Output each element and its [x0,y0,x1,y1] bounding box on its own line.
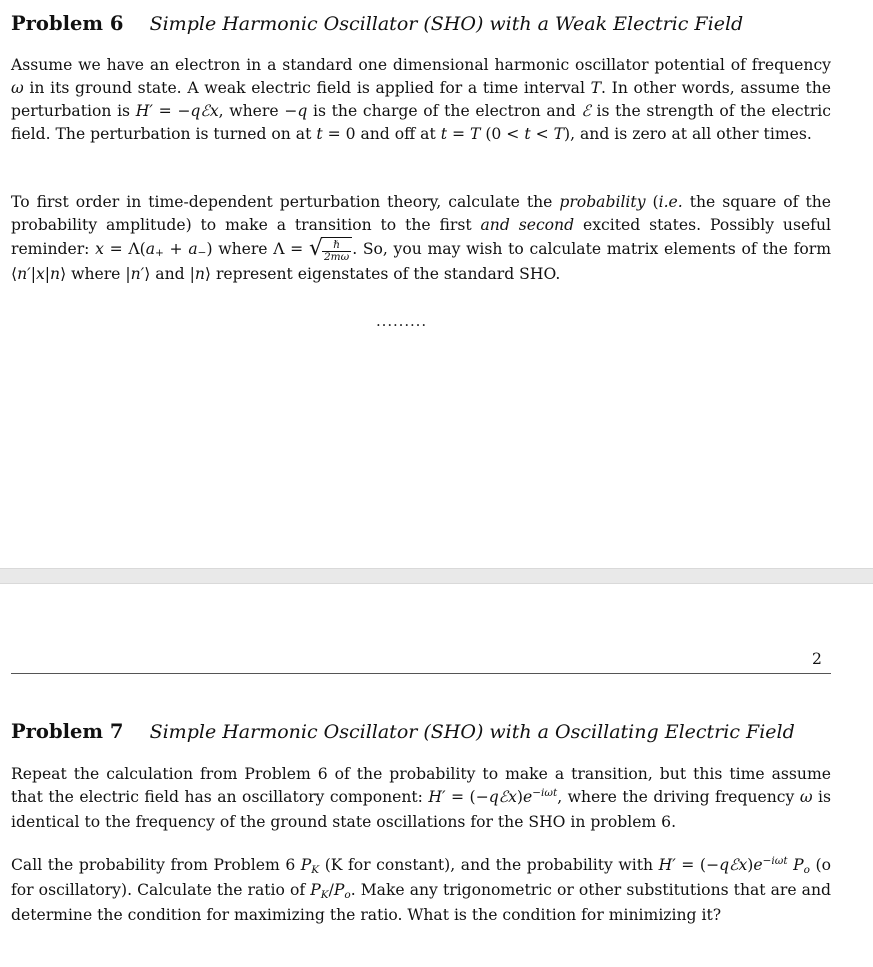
p6b-text-8: where [212,239,274,258]
p7-text-1: Repeat the calculation from Problem 6 of the probability to make a transition, but this time assume that the electric field has an oscillatory component: [11,765,831,806]
math-oscillating-H: $H' = (-qℰx)e^{-i\omega t}$ [428,787,558,806]
math-oscillating-H-2: $H' = (-qℰx)e^{-i\omega t}$ [658,855,788,874]
math-t-eq-0: t = 0 [316,125,356,143]
math-omega-2: ω [799,788,813,806]
problem-6-header [11,12,836,36]
math-ket-n: |n⟩ [189,264,211,283]
header-rule [11,673,831,674]
p6b-text-9: . So, you may wish to calculate matrix elements of the form [352,239,831,258]
p6b-text-3: ( [645,193,659,211]
p7-text-3: is identical to the frequency of the ground state oscillations for the SHO in problem 6. [11,788,831,831]
p6-text-5: is the charge of the electron and [307,102,582,120]
problem-6-paragraph-1 [11,54,831,146]
p6b-text-ie: i.e. [658,193,683,211]
math-P-K: PK [300,856,320,876]
p6-text-2: in its ground state. A weak electric field is applied for a time interval [23,79,591,97]
math-T: T [590,79,602,97]
p6-text-3: . In other words, assume the perturbation is [11,79,831,120]
problem-6-paragraph-2 [11,191,831,286]
math-x-ladder: x = Λ(a+ + a−) [95,239,213,260]
problem-7-title: Simple Harmonic Oscillator (SHO) with a Oscillating Electric Field [149,721,795,743]
problem-7-header [11,720,836,744]
p6b-text-12: represent eigenstates of the standard SHO. [210,264,561,283]
p7b-text-1: Call the probability from Problem 6 [11,856,301,874]
math-lambda-def: Λ = √ $\frac{\text{ℏ}}{2m\omega}$ [273,240,352,258]
p6-text-4: , where [218,102,285,120]
p6-text-1: Assume we have an electron in a standard one dimensional harmonic oscillator potential of frequency [11,56,831,74]
math-ket-nprime: |n′⟩ [125,264,151,283]
p6-text-7: and off at [355,125,441,143]
math-t-eq-T: t = T (0 < t < T) [440,125,571,143]
p6b-text-1: To first order in time-dependent perturbation theory, calculate the [11,193,560,211]
p6b-text-10: where [66,264,126,283]
math-perturbation-H: H′ = −qℰx [135,102,219,120]
page-break-gap [0,568,873,584]
math-omega: ω [11,79,24,97]
math-minus-q: −q [284,102,308,120]
problem-7-paragraph-1 [11,763,831,834]
problem-6-title: Simple Harmonic Oscillator (SHO) with a Weak Electric Field [149,13,744,35]
p6b-text-and-second: and second [480,216,575,234]
problem-6-label: Problem 6 [11,12,124,35]
p7-text-2: , where the driving frequency [557,788,800,806]
p6b-text-11: and [150,264,190,283]
problem-7-paragraph-2 [11,854,831,927]
p6b-text-7: excited states. Possibly useful reminder: [11,216,831,258]
math-P-o: Po [793,856,810,876]
separator-dots: ......... [376,312,428,330]
p7b-text-4: . Make any trigonometric or other substitutions that are and determine the condition for maximizing the ratio. What is the condition for minimizing it? [11,881,831,924]
problem-7-label: Problem 7 [11,720,124,743]
p6-text-8: , and is zero at all other times. [570,125,812,143]
math-matrix-element: ⟨n′|x|n⟩ [11,264,67,283]
p6b-text-probability: probability [559,193,646,211]
math-field-E: ℰ [581,102,591,120]
p7b-text-2: (K for constant), and the probability with [319,856,659,874]
p6-text-6: is the strength of the electric field. The perturbation is turned on at [11,102,832,143]
p7b-text-3: (o for oscillatory). Calculate the ratio of [11,856,831,899]
page-number: 2 [812,650,822,668]
page-2 [0,584,873,967]
math-ratio: PK/Po [310,881,351,901]
p6b-text-5: the square of the probability amplitude) to make a transition to the first [11,193,831,234]
